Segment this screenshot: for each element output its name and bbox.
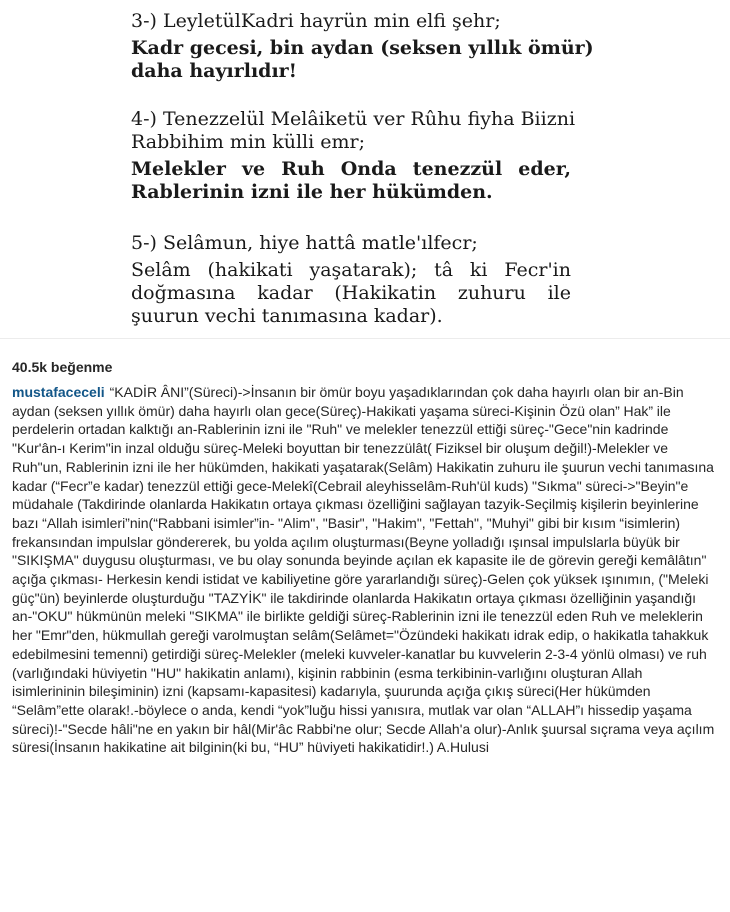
verse-5-translation-line-2: doğmasına kadar (Hakikatin zuhuru ile [131,282,571,304]
caption-text: “KADİR ÂNI”(Süreci)->İnsanın bir ömür boyu yaşadıklarından çok daha hayırlı olan bir an-Bin aydan (seksen yıllık ömür) daha hayırlı olan gece(Süreç)-Hakikati yaşama süreci-Kişinin Özü olan” Hak” ile perdelerin ortadan kalktığı an-Rablerinin izni ile "Ruh" ve melekler tenezzül ettiği süreç-"Gece"nin kadrinde "Kur'ân-ı Kerim"in inzal olduğu süreç-Meleki boyuttan bir tenezzülât( Fiziksel bir oluşum değil!)-Melekler ve Ruh"un, Rablerinin izni ile her hükümden, hakikati yaşatarak(Selâm) Hakikatin zuhuru ile şuurun vechi tanımasına kadar (“Fecr”e kadar) tenezzül ettiği gece-Melekî(Cebrail aleyhisselâm-Ruh'ül kuds) "Sıkma" süreci->"Beyin"e müdahale (Takdirinde olanlarda Hakikatın ortaya çıkması özelliğini sağlayan tazyik-Seçilmiş kişilerin beyinlerine bazı “Allah isimleri”nin(“Rabbani isimler”in- "Alim", "Basir", "Hakim", "Fettah", "Muhyi" gibi bir kısım “isimlerin) frekansından impulslar göndererek, bu yolda açılım oluşturması(Beyne yolladığı ışınsal impulslarla büyük bir "SIKIŞMA" duygusu oluşturması, ve bu olay sonunda beyinde açılan ek kapasite ile de görevin gereği kemâlâtın" açığa çıkması- Herkesin kendi istidat ve kabiliyetine göre yararlandığı süreç)-Gelen çok yüksek ışınımın, ("Meleki güç"ün) beyinlerde oluşturduğu "TAZYİK" ile takdirinde olanlarda Hakikatın ortaya çıkması özelliğinin yaşandığı an-"OKU" hükmünün meleki "SIKMA" ile birlikte geldiği süreç-Rablerinin izni ile tenezzül eden Ruh ve meleklerin her "Emr"den, hükmullah gereği varolmuştan selâm(Selâmet="Özündeki hakikatı idrak edip, o hakikatla tahakkuk edebilmesini temenni) getirdiği süreç-Melekler (meleki kuvveler-kanatlar bu kuvvelerin 2-3-4 yönlü olması) ve ruh (varlığındaki hüviyetin "HU" hakikatin anlamı), kişinin rabbinin (esma terkibinin-varlığını oluşturan Allah isimlerininin bileşiminin) izni (kapsamı-kapasitesi) kadarıyla, şuurunda açığa çıkış süreci(Her hükümden “Selâm”ette olarak!.-böylece o anda, kendi “yok”luğu hissi yanısıra, mutlak var olan “ALLAH”ı hissedip yaşama süreci)!-"Secde hâli"ne en yakın bir hâl(Mir'âc Rabbi'ne olur; Secde Allah'a olur)-Anlık şuursal sıçrama veya açılım süresi(İnsanın hakikatine ait bilginin(ki bu, “HU” hüviyeti hakikatidir!.) A.Hulusi [12,384,715,756]
verse-4 [131,108,576,204]
caption-username-link[interactable]: mustafaceceli [12,384,105,400]
verse-5-translation-line-1: Selâm (hakikati yaşatarak); tâ ki Fecr'in [131,259,571,281]
post-caption [12,383,718,757]
like-count[interactable]: 40.5k beğenme [12,359,113,375]
verse-4-arabic-line-2: Rabbihim min külli emr; [131,131,365,153]
post-meta [12,340,718,757]
verse-3-translation-line-1: Kadr gecesi, bin aydan (seksen yıllık ömür) [131,37,594,59]
verse-4-translation-line-1: Melekler ve Ruh Onda tenezzül eder, [131,158,571,180]
verse-5-translation-line-3: şuurun vechi tanımasına kadar). [131,305,443,327]
verse-5-arabic-line: 5-) Selâmun, hiye hattâ matle'ılfecr; [131,232,478,254]
verse-3-translation-line-2: daha hayırlıdır! [131,60,298,82]
post-image [0,0,730,339]
verse-5 [131,232,571,328]
verse-3 [131,10,594,83]
verse-3-arabic-line: 3-) LeyletülKadri hayrün min elfi şehr; [131,10,501,32]
verse-4-translation-line-2: Rablerinin izni ile her hükümden. [131,181,493,203]
verse-4-arabic-line-1: 4-) Tenezzelül Melâiketü ver Rûhu fiyha Biizni [131,108,576,130]
